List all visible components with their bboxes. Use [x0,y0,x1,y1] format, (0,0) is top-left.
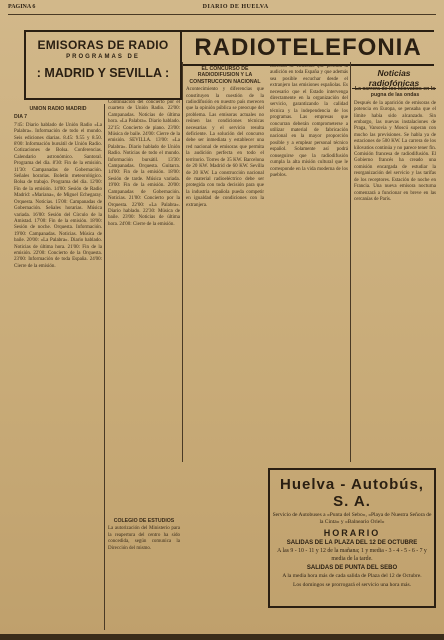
col5-text: Después de la aparición de emisoras de potencia en Europa, se pensaba que el límite había sido alcanzado. Sin embargo, las nuevas instalaciones de Praga, Varsovia y Moscú superan con mucho las previsiones. Se habla ya de estaciones de 500 KW. La carrera de los kilovatios continúa y no parece tener fin. Comisión francesa de radiodifusión. El Gobierno francés ha creado una comisión encargada de estudiar la reorganización del servicio y las tarifas de los receptores. Estación de noche en Francia. Una nueva emisora nocturna comenzará a funcionar en breve en las cercanías de París. [354,100,436,202]
column-4 [270,64,348,462]
col2-closing-heading: COLEGIO DE ESTUDIOS [113,518,175,524]
ad-times-plaza: A las 9 - 10 - 11 y 12 de la mañana; 1 y media - 3 - 4 - 5 - 6 - 7 y media de la tarde. [277,548,427,562]
column-1 [14,104,102,630]
col2-closing-text: La autorización del Ministerio para la reapertura del centro ha sido concedida, según comunica la Dirección del mismo. [108,526,180,551]
column-2 [108,100,180,510]
column-2-bottom [108,516,180,630]
emisoras-title: EMISORAS DE RADIO [37,38,169,52]
col2-text: Continuación del concierto por el cuarteto de Unión Radio. 22'00: Campanadas. Noticias de última hora. «La Palabra». Diario hablado. 22'15: Concierto de piano. 23'00: Música de baile. 24'00: Cierre de la emisión. SEVILLA. 13'00: «La Palabra». Diario hablado de Unión Radio. Noticias de todo el mundo. Información bursátil. 13'30: Campanadas. Orquesta. Guitarra. 14'00: Fin de la emisión. 18'00: Sesión de tarde. Música variada. 19'00: Fin de la emisión. 20'00: Campanadas de Gobernación. Noticias. 21'00: Concierto por la Orquesta. 22'00: «La Palabra». Diario hablado. 22'30: Música de baile. 23'00: Noticias de última hora. 24'00: Cierre de la emisión. [108,100,180,227]
col3-heading: EL CONCURSO DE RADIODIFUSION Y LA CONSTRUCCION NACIONAL [189,66,261,85]
col-divider [350,62,351,462]
page-header [8,4,436,15]
ad-title: Huelva - Autobús, S. A. [280,476,424,510]
col3-text: Acontecimiento y diferencias que constituyen la cuestión de la radiodifusión en nuestro país merecen que la opinión pública se preocupe del problema. Las emisoras actuales no reúnen las condiciones técnicas necesarias y el servicio resulta deficiente. La solución del concurso debe ser inmediata y establecer una red nacional de emisoras que permita la audición perfecta en todo el territorio. Torres de 35 KW. Barcelona de 20 KW. Madrid de 60 KW. Sevilla de 20 KW. La construcción nacional de material radioeléctrico debe ser protegida con toda decisión para que la industria española pueda competir en igualdad de condiciones con la extranjera. [186,87,264,208]
col1-heading: UNION RADIO MADRID [29,106,87,112]
col1-text: 7'45: Diario hablado de Unión Radio «La Palabra». Información de todo el mundo. Seis ediciones diarias. 8.45: 9.55 y 8.50. 8'00: Información bursátil de Unión Radio. Cotizaciones de Bolsa. Conferencias. Calendario astronómico. Santoral. Programa del día. 8'30: Fin de la emisión. 11'30: Campanadas de Gobernación. Señales horarias. Boletín meteorológico. Bolsa de trabajo. Programa del día. 12'00: Fin de la emisión. 14'00: Sesión de Radio Madrid: «Mariana», de Miguel Echegaray. Orquesta. Noticias. 15'00: Campanadas de Gobernación. Señales horarias. Música variada. 16'00: Sesión del Círculo de la Amistad. 17'00: Fin de la emisión. 18'00: Sesión de noche. Orquesta. Información. 19'00: Campanadas. Noticias. Música de baile. 20'00: «La Palabra». Diario hablado. Noticias de última hora. 21'00: Fin de la emisión. 22'00: Concierto de la Orquesta. 23'00: Información de toda España. 24'00: Cierre de la emisión. [14,122,102,269]
ad-times-sebo: A la media hora más de cada salida de Plaza del 12 de Octubre. [282,573,422,579]
page-bottom-edge [0,634,444,640]
ad-footer: Los domingos se prorrogará el servicio una hora más. [292,582,412,588]
column-5 [354,84,436,462]
newspaper-name: DIARIO DE HUELVA [202,4,269,10]
page-number: PAGINA 6 [8,4,36,10]
ad-salidas-plaza: SALIDAS DE LA PLAZA DEL 12 DE OCTUBRE [286,540,418,546]
ad-service: Servicio de Autobuses a «Punta del Sebo», «Playa de Nuestra Señora de la Cinta» y «Balneario Oriel» [272,512,432,525]
col5-subheading: La carrera de los kilovatios en la pugna de las ondas [354,86,436,99]
noticias-heading: Noticias radiofónicas [352,68,436,89]
ad-horario: HORARIO [323,528,381,538]
ad-salidas-sebo: SALIDAS DE PUNTA DEL SEBO [306,565,398,571]
col4-text: nacional de emisoras que permita la audición en toda España y que además sea posible escuchar desde el extranjero las emisiones españolas. Es necesario que el Estado intervenga directamente en la organización del servicio, garantizando la calidad técnica y la independencia de los programas. Las empresas que concurran deberán comprometerse a utilizar material de fabricación nacional en la mayor proporción posible y a emplear personal técnico español. Solamente así podrá conseguirse que la radiodifusión cumpla la alta misión cultural que le corresponde en la vida moderna de los pueblos. [270,64,348,178]
column-3 [186,64,264,630]
emisoras-cities: : MADRID Y SEVILLA : [36,66,170,80]
col1-sub: DIA 7 [14,114,28,121]
emisoras-subtitle: PROGRAMAS DE [66,54,140,60]
emisoras-box [24,30,182,100]
autobus-advertisement [268,468,436,608]
col-divider [104,104,105,630]
radiotelefonia-title: RADIOTELEFONIA [182,30,434,66]
col-divider [182,62,183,462]
